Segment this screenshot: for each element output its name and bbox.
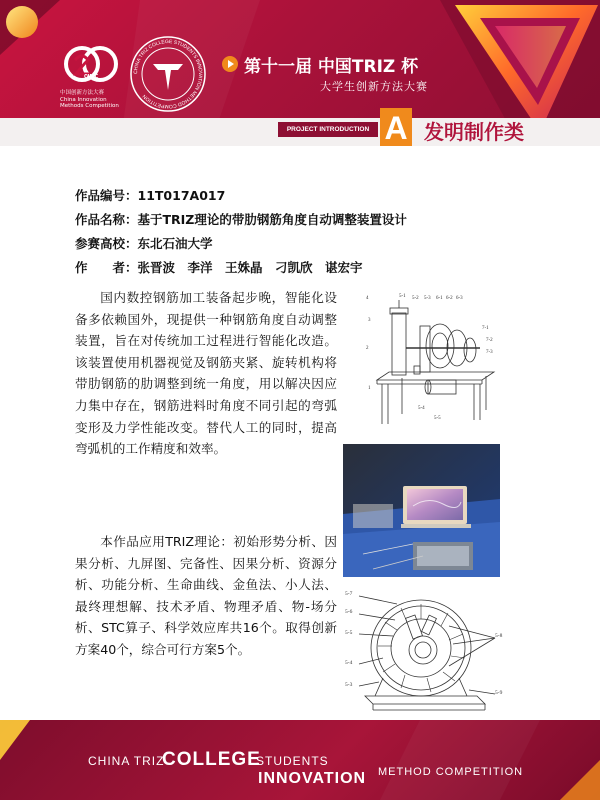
- device-figure-labels: 4 5-1 5-2 5-3 6-1 6-2 6-3 3 7-1 7-2 7-3 2 1 5-4 5-5: [366, 294, 493, 421]
- svg-text:CHINA TRIZ COLLEGE STUDENTS IN: CHINA TRIZ COLLEGE STUDENTS INNOVATION METHOD COMPETITION: [132, 38, 204, 110]
- footer-word-innovation: INNOVATION: [258, 770, 367, 787]
- project-intro-label: PROJECT INTRODUCTION: [278, 122, 378, 137]
- competition-emblem: [128, 34, 208, 114]
- description-paragraph-2: 本作品应用TRIZ理论：初始形势分析、因果分析、九屏图、完备性、因果分析、资源分析、功能分析、生命曲线、金鱼法、小人法、最终理想解、技术矛盾、物理矛盾、物-场分析、STC算子、科学效应库共16个。取得创新方案40个，综合可行方案5个。: [75, 534, 337, 657]
- cimc-caption: 中国创新方法大赛 China Innovation Methods Competition: [60, 90, 119, 109]
- footer-word-china-triz: CHINA TRIZ: [88, 754, 165, 768]
- category-label: 发明制作类: [424, 120, 524, 144]
- header-banner: [0, 0, 600, 146]
- description-paragraph-1: 国内数控钢筋加工装备起步晚，智能化设备多依赖国外，现提供一种钢筋角度自动调整装置，旨在对传统加工过程进行智能化改造。该装置使用机器视觉及钢筋夹紧、旋转机构将带肋钢筋的肋调整到统一角度，用以解决因应力集中存在，钢筋进料时角度不同引起的弯弧变形及力学性能改变。替代人工的同时，提高弯弧机的工作精度和效率。: [75, 290, 337, 457]
- footer-word-students: STUDENTS: [256, 754, 329, 768]
- contest-subtitle: 大学生创新方法大赛: [320, 80, 428, 93]
- project-school: 参赛高校：东北石油大学: [75, 236, 213, 251]
- prototype-photo: [343, 444, 500, 577]
- contest-title: 第十一届 中国TRIZ 杯: [244, 57, 419, 77]
- category-letter-badge: A: [380, 108, 412, 146]
- cimc-logo-text: CIMC: [84, 74, 99, 80]
- project-authors: 作 者：张晋波 李洋 王姝晶 刁凯欣 谌宏宇: [75, 260, 363, 275]
- ball-decoration: [6, 6, 38, 38]
- project-name: 作品名称：基于TRIZ理论的带肋钢筋角度自动调整装置设计: [75, 212, 407, 227]
- footer-word-method-competition: METHOD COMPETITION: [378, 766, 524, 778]
- clamp-wheel-figure: [345, 586, 505, 718]
- device-assembly-figure: [362, 288, 502, 428]
- project-id: 作品编号：11T017A017: [75, 188, 226, 203]
- cimc-logo: [60, 40, 122, 110]
- footer-banner: [0, 720, 600, 800]
- wheel-figure-labels: 5-7 5-6 5-5 5-4 5-3 5-8 5-9: [345, 591, 503, 696]
- title-play-icon: [222, 56, 238, 72]
- footer-word-college: COLLEGE: [162, 749, 261, 770]
